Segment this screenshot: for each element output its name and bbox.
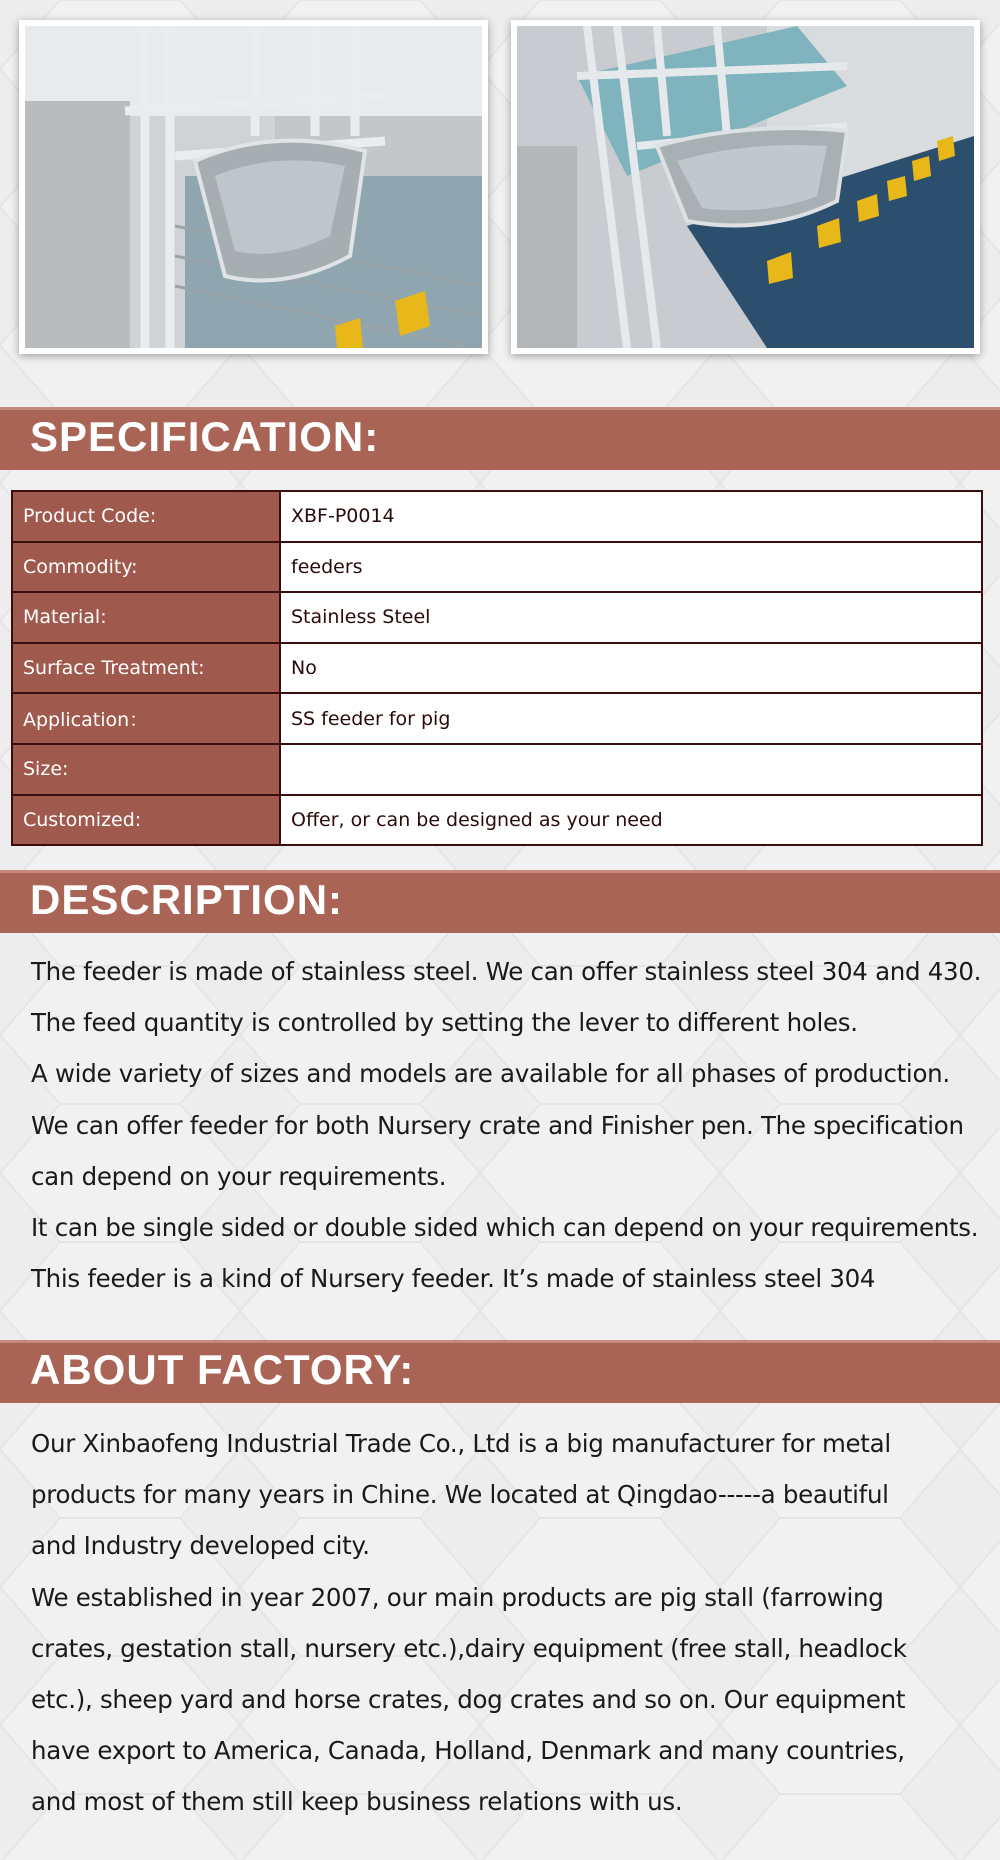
spec-label-size: Size:: [12, 744, 280, 795]
table-row: [12, 643, 982, 694]
spec-label-material: Material:: [12, 592, 280, 643]
feeder-photo-side-view-icon: [25, 26, 482, 348]
table-row: [12, 592, 982, 643]
spec-label-customized: Customized:: [12, 795, 280, 846]
product-photo-1: [19, 20, 488, 354]
feeder-photo-crate-view-icon: [517, 26, 974, 348]
spec-label-application: Application：: [12, 693, 280, 744]
product-photo-2: [511, 20, 980, 354]
spec-value-product-code: XBF-P0014: [280, 491, 982, 542]
about-factory-text: [31, 1418, 991, 1828]
about-line: and most of them still keep business relations with us.: [31, 1787, 683, 1817]
description-line: A wide variety of sizes and models are available for all phases of production.: [31, 1059, 950, 1089]
description-line: We can offer feeder for both Nursery crate and Finisher pen. The specification: [31, 1110, 964, 1140]
about-line: We established in year 2007, our main products are pig stall (farrowing: [31, 1582, 884, 1612]
specification-table: [11, 490, 983, 846]
spec-value-surface-treatment: No: [280, 643, 982, 694]
description-line: It can be single sided or double sided which can depend on your requirements.: [31, 1213, 979, 1243]
description-line: The feed quantity is controlled by setting the lever to different holes.: [31, 1008, 858, 1038]
table-row: [12, 744, 982, 795]
spec-value-commodity: feeders: [280, 542, 982, 593]
description-title: DESCRIPTION:: [30, 876, 344, 923]
spec-value-application: SS feeder for pig: [280, 693, 982, 744]
description-line: The feeder is made of stainless steel. We can offer stainless steel 304 and 430.: [31, 957, 982, 986]
spec-value-size: [280, 744, 982, 795]
spec-value-material: Stainless Steel: [280, 592, 982, 643]
description-line: can depend on your requirements.: [31, 1161, 447, 1191]
description-header: [0, 870, 1000, 933]
about-line: etc.), sheep yard and horse crates, dog crates and so on. Our equipment: [31, 1685, 906, 1715]
table-row: [12, 693, 982, 744]
specification-header: [0, 407, 1000, 470]
about-line: and Industry developed city.: [31, 1531, 370, 1561]
specification-title: SPECIFICATION:: [30, 413, 380, 460]
spec-label-product-code: Product Code:: [12, 491, 280, 542]
table-row: [12, 795, 982, 846]
about-line: Our Xinbaofeng Industrial Trade Co., Ltd is a big manufacturer for metal: [31, 1429, 891, 1458]
about-line: crates, gestation stall, nursery etc.),dairy equipment (free stall, headlock: [31, 1633, 907, 1663]
spec-label-surface-treatment: Surface Treatment:: [12, 643, 280, 694]
spec-label-commodity: Commodity:: [12, 542, 280, 593]
description-text: [31, 946, 991, 1304]
about-line: products for many years in Chine. We located at Qingdao-----a beautiful: [31, 1480, 889, 1510]
description-line: This feeder is a kind of Nursery feeder. It’s made of stainless steel 304: [31, 1264, 876, 1294]
spec-value-customized: Offer, or can be designed as your need: [280, 795, 982, 846]
table-row: [12, 491, 982, 542]
table-row: [12, 542, 982, 593]
about-line: have export to America, Canada, Holland, Denmark and many countries,: [31, 1736, 905, 1766]
about-factory-title: ABOUT FACTORY:: [30, 1346, 415, 1393]
about-factory-header: [0, 1340, 1000, 1403]
